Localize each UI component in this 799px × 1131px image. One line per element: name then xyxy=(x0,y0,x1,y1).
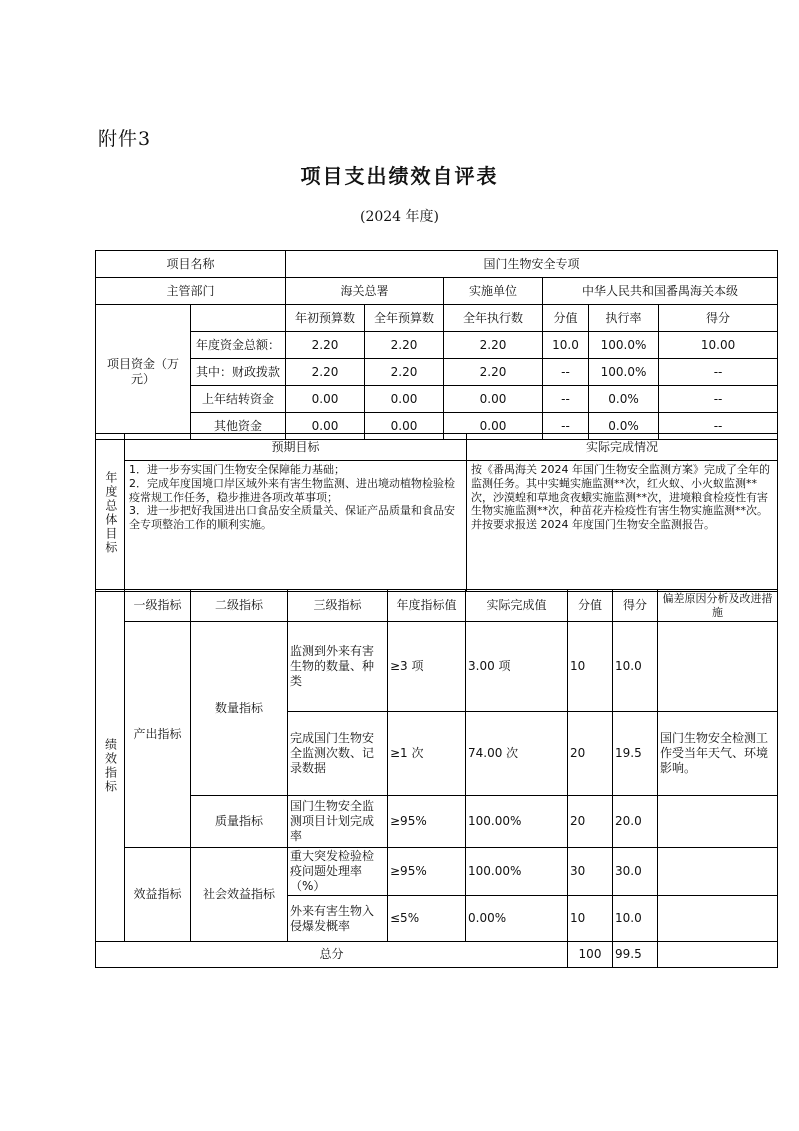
total-value: 100 xyxy=(568,942,613,968)
indicator-actual: 3.00 项 xyxy=(466,622,568,712)
indicator-header: 分值 xyxy=(568,590,613,622)
funds-row-label: 年度资金总额： xyxy=(191,332,286,359)
form-year: (2024 年度) xyxy=(359,209,439,225)
funds-cell: 0.0% xyxy=(589,413,659,440)
level2-quantity: 数量指标 xyxy=(191,622,288,796)
indicator-target: ≥1 次 xyxy=(388,712,466,796)
form-title: 项目支出绩效自评表 xyxy=(300,164,499,188)
funds-header-blank xyxy=(191,305,286,332)
funds-cell: -- xyxy=(659,413,778,440)
deviation-reason: 国门生物安全检测工作受当年天气、环境影响。 xyxy=(658,712,778,796)
level2-quality: 质量指标 xyxy=(191,796,288,848)
funds-row-label: 上年结转资金 xyxy=(191,386,286,413)
project-name-label: 项目名称 xyxy=(96,251,286,278)
indicator-target: ≥95% xyxy=(388,848,466,896)
unit-value: 中华人民共和国番禺海关本级 xyxy=(543,278,778,305)
indicator-header: 偏差原因分析及改进措施 xyxy=(658,590,778,622)
funds-label: 项目资金（万元） xyxy=(96,305,191,440)
funds-header: 得分 xyxy=(659,305,778,332)
indicator-header: 实际完成值 xyxy=(466,590,568,622)
funds-row xyxy=(96,332,778,359)
dept-value: 海关总署 xyxy=(286,278,444,305)
funds-cell: 0.0% xyxy=(589,386,659,413)
total-blank xyxy=(658,942,778,968)
indicator-target: ≤5% xyxy=(388,896,466,942)
funds-cell: 0.00 xyxy=(365,413,444,440)
funds-header: 执行率 xyxy=(589,305,659,332)
deviation-cell xyxy=(658,796,778,848)
deviation-cell xyxy=(658,622,778,712)
funds-cell: 0.00 xyxy=(444,386,543,413)
funds-header: 分值 xyxy=(543,305,589,332)
indicator-header: 得分 xyxy=(613,590,658,622)
funds-cell: 0.00 xyxy=(444,413,543,440)
indicator-actual: 100.00% xyxy=(466,848,568,896)
deviation-cell xyxy=(658,848,778,896)
indicator-actual: 74.00 次 xyxy=(466,712,568,796)
indicator-value: 10 xyxy=(568,896,613,942)
funds-row xyxy=(96,359,778,386)
funds-cell: 2.20 xyxy=(444,332,543,359)
funds-cell: 100.0% xyxy=(589,332,659,359)
indicator-value: 20 xyxy=(568,796,613,848)
goals-table xyxy=(95,433,778,592)
indicators-table xyxy=(95,589,778,968)
funds-cell: -- xyxy=(543,359,589,386)
funds-cell: -- xyxy=(543,413,589,440)
funds-table xyxy=(95,250,778,440)
funds-cell: 2.20 xyxy=(286,332,365,359)
funds-cell: 0.00 xyxy=(286,386,365,413)
expected-goal-text: 1．进一步夯实国门生物安全保障能力基础； 2．完成年度国境口岸区域外来有害生物监测、进出境动植物检验检疫常规工作任务，稳步推进各项改革事项； 3．进一步把好我国进出口食品安全质量关、保证产品质量和食品安全专项整治工作的顺利实施。 xyxy=(125,461,467,592)
indicator-actual: 0.00% xyxy=(466,896,568,942)
funds-row xyxy=(96,386,778,413)
indicator-score: 10.0 xyxy=(613,896,658,942)
indicator-header: 二级指标 xyxy=(191,590,288,622)
indicator-header: 年度指标值 xyxy=(388,590,466,622)
funds-row-label: 其中：财政拨款 xyxy=(191,359,286,386)
funds-cell: 2.20 xyxy=(365,332,444,359)
funds-row-label: 其他资金 xyxy=(191,413,286,440)
level1-benefit: 效益指标 xyxy=(125,848,191,942)
level1-output: 产出指标 xyxy=(125,622,191,848)
funds-cell: 100.0% xyxy=(589,359,659,386)
funds-cell: -- xyxy=(659,386,778,413)
funds-cell: 2.20 xyxy=(444,359,543,386)
indicator-value: 30 xyxy=(568,848,613,896)
funds-cell: 0.00 xyxy=(365,386,444,413)
indicator-header: 一级指标 xyxy=(125,590,191,622)
unit-label: 实施单位 xyxy=(444,278,543,305)
total-score: 99.5 xyxy=(613,942,658,968)
indicator-name: 重大突发检验检疫问题处理率（%） xyxy=(288,848,388,896)
indicator-score: 19.5 xyxy=(613,712,658,796)
indicator-score: 30.0 xyxy=(613,848,658,896)
total-label: 总分 xyxy=(96,942,568,968)
attachment-label: 附件3 xyxy=(98,128,152,150)
level2-social-benefit: 社会效益指标 xyxy=(191,848,288,942)
funds-cell: 10.0 xyxy=(543,332,589,359)
indicator-value: 10 xyxy=(568,622,613,712)
indicators-side-label: 绩效指标 xyxy=(96,590,125,942)
indicator-target: ≥3 项 xyxy=(388,622,466,712)
indicator-name: 外来有害生物入侵爆发概率 xyxy=(288,896,388,942)
project-name-value: 国门生物安全专项 xyxy=(286,251,778,278)
indicator-score: 10.0 xyxy=(613,622,658,712)
indicator-value: 20 xyxy=(568,712,613,796)
deviation-cell xyxy=(658,896,778,942)
indicator-score: 20.0 xyxy=(613,796,658,848)
funds-cell: -- xyxy=(543,386,589,413)
funds-cell: -- xyxy=(659,359,778,386)
indicator-name: 完成国门生物安全监测次数、记录数据 xyxy=(288,712,388,796)
funds-cell: 0.00 xyxy=(286,413,365,440)
actual-goal-text: 按《番禺海关 2024 年国门生物安全监测方案》完成了全年的监测任务。其中实蝇实施监测**次，红火蚁、小火蚁监测**次，沙漠蝗和草地贪夜蛾实施监测**次，进境粮食检疫性有害生物实施监测**次，种苗花卉检疫性有害生物实施监测**次。并按要求报送 2024 年度国门生物安全监测报告。 xyxy=(467,461,778,592)
expected-goal-header: 预期目标 xyxy=(125,434,467,461)
indicator-name: 监测到外来有害生物的数量、种类 xyxy=(288,622,388,712)
actual-goal-header: 实际完成情况 xyxy=(467,434,778,461)
funds-header: 全年预算数 xyxy=(365,305,444,332)
funds-header: 年初预算数 xyxy=(286,305,365,332)
funds-header: 全年执行数 xyxy=(444,305,543,332)
indicator-target: ≥95% xyxy=(388,796,466,848)
dept-label: 主管部门 xyxy=(96,278,286,305)
goals-side-label: 年度总体目标 xyxy=(96,434,125,592)
funds-cell: 2.20 xyxy=(365,359,444,386)
funds-cell: 10.00 xyxy=(659,332,778,359)
funds-cell: 2.20 xyxy=(286,359,365,386)
indicator-actual: 100.00% xyxy=(466,796,568,848)
indicator-name: 国门生物安全监测项目计划完成率 xyxy=(288,796,388,848)
indicator-header: 三级指标 xyxy=(288,590,388,622)
